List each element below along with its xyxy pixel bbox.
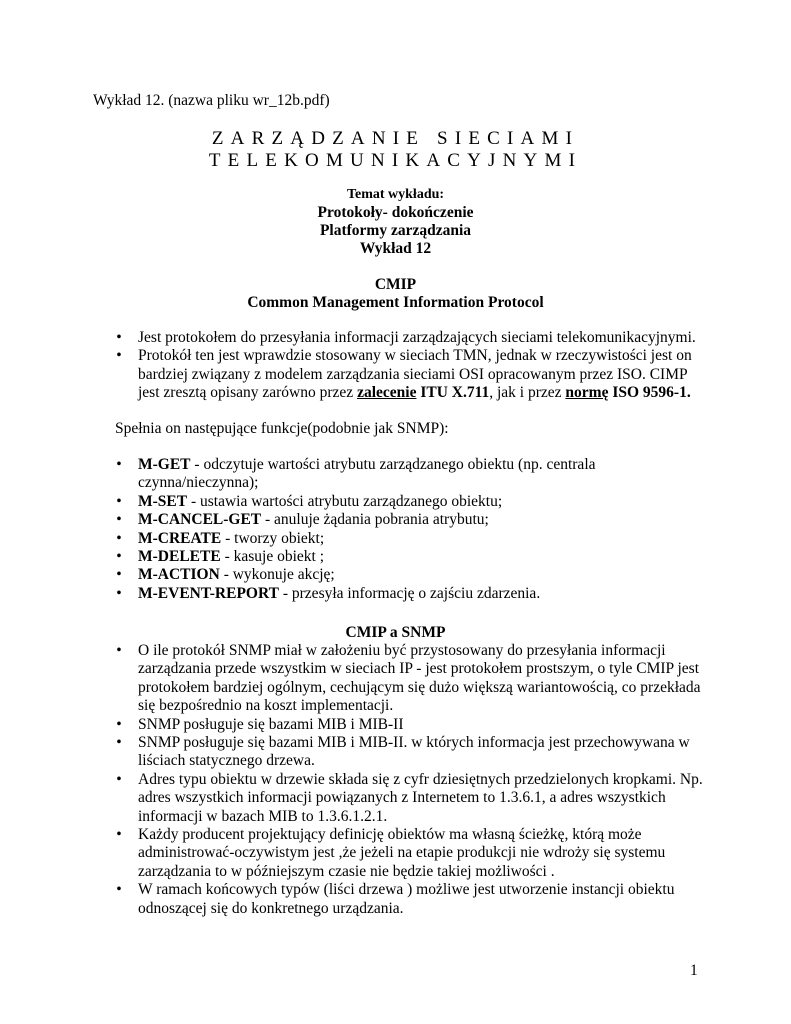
comparison-item-text: W ramach końcowych typów (liści drzewa ) możliwe jest utworzenie instancji obiektu odnoszącej się do konkretnego urządzania. bbox=[138, 881, 675, 917]
cmip-heading: CMIP bbox=[374, 276, 417, 293]
list-item bbox=[0, 329, 708, 347]
list-item bbox=[0, 826, 708, 881]
bullet-icon: • bbox=[116, 826, 122, 844]
topic-line-3: Wykład 12 bbox=[359, 240, 432, 257]
bullet-icon: • bbox=[116, 329, 122, 346]
cmip-bullet-1-text: Jest protokołem do przesyłania informacji zarządzających sieciami telekomunikacyjnymi. bbox=[138, 329, 696, 346]
function-name: M-CANCEL-GET bbox=[138, 511, 262, 529]
function-desc: - tworzy obiekt; bbox=[221, 529, 325, 547]
cmip-bullet-list bbox=[0, 329, 708, 403]
bullet-icon: • bbox=[116, 456, 122, 473]
list-item bbox=[0, 881, 708, 918]
function-name: M-ACTION bbox=[138, 566, 220, 584]
bullet-icon: • bbox=[116, 734, 122, 752]
cmip-subheading: Common Management Information Protocol bbox=[247, 294, 544, 311]
function-name: M-SET bbox=[138, 492, 188, 510]
bullet-icon: • bbox=[116, 584, 122, 602]
list-item bbox=[0, 530, 708, 548]
function-desc: - przesyła informację o zajściu zdarzenia. bbox=[278, 584, 541, 602]
comparison-list bbox=[0, 642, 708, 918]
function-name: M-EVENT-REPORT bbox=[138, 584, 279, 602]
list-item bbox=[0, 734, 708, 771]
bullet-icon: • bbox=[116, 548, 122, 566]
comparison-item-text: Adres typu obiektu w drzewie składa się z cyfr dziesiętnych przedzielonych kropkami. Np. adres wszystkich informacji powiązanych z Internetem to 1.3.6.1, a adres wszystkich informacji w bazach MIB to 1.3.6.1.2.1. bbox=[138, 770, 703, 825]
bullet-icon: • bbox=[116, 881, 122, 899]
bullet-icon: • bbox=[116, 511, 122, 529]
list-item bbox=[0, 493, 708, 511]
comparison-item-text: Każdy producent projektujący definicję obiektów ma własną ścieżkę, którą może administrować-oczywistym jest ,że jeżeli na etapie produkcji nie wdroży się systemu zarządzania to w późniejszym czasie nie będzie takiej możliwości . bbox=[138, 826, 666, 880]
function-name: M-DELETE bbox=[138, 548, 221, 566]
topic-line-2: Platformy zarządzania bbox=[319, 222, 472, 239]
cmip-bullet-2-text: Protokół ten jest wprawdzie stosowany w sieciach TMN, jednak w rzeczywistości jest on bardziej związany z modelem zarządzania sieciami OSI opracowanym przez ISO. CIMP jest zresztą opisany zarówno przez zalecenie ITU X.711, jak i przez normę ISO 9596-1. bbox=[138, 347, 692, 402]
title-line-1: ZARZĄDZANIE SIECIAMI bbox=[211, 128, 580, 149]
list-item bbox=[0, 716, 708, 734]
function-desc: - odczytuje wartości atrybutu zarządzanego obiektu (np. centrala czynna/nieczynna); bbox=[138, 456, 596, 492]
function-desc: - kasuje obiekt ; bbox=[220, 548, 324, 566]
lecture-file-header: Wykład 12. (nazwa pliku wr_12b.pdf) bbox=[93, 92, 330, 109]
topic-label: Temat wykładu: bbox=[346, 187, 445, 202]
function-name: M-GET bbox=[138, 456, 191, 473]
function-desc: - anuluje żądania pobrania atrybutu; bbox=[261, 511, 489, 529]
comparison-item-text: SNMP posługuje się bazami MIB i MIB-II. w których informacja jest przechowywana w liściach statycznego drzewa. bbox=[138, 734, 690, 770]
bullet-icon: • bbox=[116, 529, 122, 547]
topic-line-1: Protokoły- dokończenie bbox=[317, 204, 474, 221]
zalecenie-term: zalecenie bbox=[357, 384, 417, 402]
norma-term: normę bbox=[565, 384, 609, 402]
function-desc: - wykonuje akcję; bbox=[219, 566, 335, 584]
functions-intro: Spełnia on następujące funkcje(podobnie jak SNMP): bbox=[115, 420, 449, 437]
bullet-icon: • bbox=[116, 347, 122, 365]
bullet-icon: • bbox=[116, 642, 122, 659]
bullet-icon: • bbox=[116, 770, 122, 788]
list-item bbox=[0, 456, 708, 493]
bullet-icon: • bbox=[116, 566, 122, 584]
function-desc: - ustawia wartości atrybutu zarządzanego obiektu; bbox=[187, 492, 503, 510]
list-item bbox=[0, 642, 708, 716]
bullet-icon: • bbox=[116, 492, 122, 510]
title-line-2: TELEKOMUNIKACYJNYMI bbox=[208, 150, 583, 171]
list-item bbox=[0, 585, 708, 603]
function-name: M-CREATE bbox=[138, 529, 222, 547]
list-item bbox=[0, 347, 708, 402]
comparison-item-text: SNMP posługuje się bazami MIB i MIB-II bbox=[138, 715, 404, 733]
bullet-icon: • bbox=[116, 715, 122, 733]
list-item bbox=[0, 548, 708, 566]
page-number: 1 bbox=[690, 962, 698, 979]
list-item bbox=[0, 566, 708, 584]
list-item bbox=[0, 771, 708, 826]
list-item bbox=[0, 511, 708, 529]
comparison-heading: CMIP a SNMP bbox=[345, 624, 446, 641]
functions-list bbox=[0, 456, 708, 603]
comparison-item-text: O ile protokół SNMP miał w założeniu być przystosowany do przesyłania informacji zarządzania przede wszystkim w sieciach IP - jest protokołem prostszym, o tyle CMIP jest protokołem bardziej ogólnym, cechującym się dużo większą wariantowością, co przekłada się bezpośrednio na koszt implementacji. bbox=[138, 642, 701, 715]
